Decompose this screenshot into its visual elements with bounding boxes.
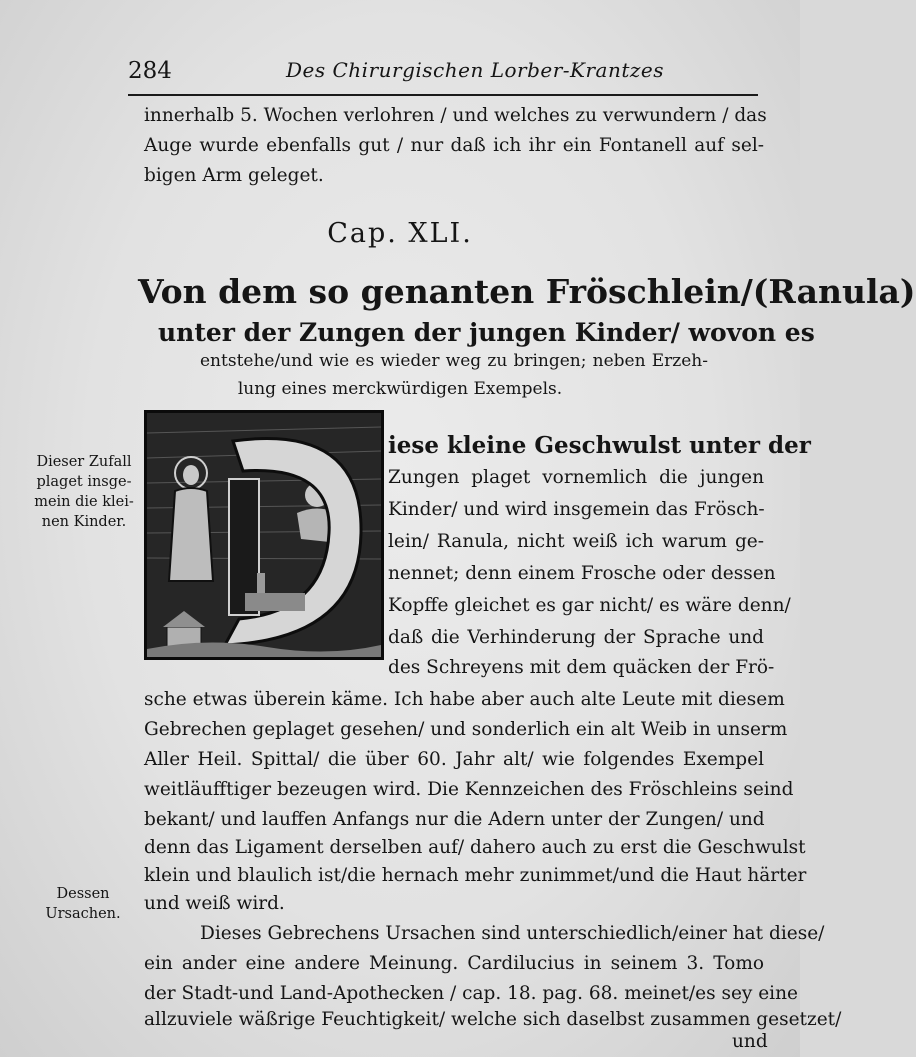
- paragraph-first-line-text: iese kleine Geschwulst unter der: [388, 432, 811, 459]
- paragraph-line: Aller Heil. Spittal/ die über 60. Jahr alt/ wie folgendes Exempel: [144, 749, 764, 770]
- woodcut-initial-d-icon: [144, 410, 384, 660]
- page-header: [128, 50, 758, 96]
- paragraph-line: denn das Ligament derselben auf/ dahero auch zu erst die Geschwulst: [144, 837, 806, 858]
- chapter-heading: Cap. XLI.: [327, 218, 473, 249]
- paragraph-line: Kopffe gleichet es gar nicht/ es wäre denn/: [388, 595, 791, 616]
- chapter-title-line: lung eines merckwürdigen Exempels.: [237, 379, 563, 399]
- paragraph-line: bekant/ und lauffen Anfangs nur die Adern unter der Zungen/ und: [144, 809, 765, 830]
- paragraph-line: ein ander eine andere Meinung. Cardilucius in seinem 3. Tomo: [144, 953, 764, 974]
- paragraph-line: Dieses Gebrechens Ursachen sind unterschiedlich/einer hat diese/: [200, 923, 825, 944]
- margin-note: [34, 452, 134, 532]
- margin-note-line: mein die klei-: [34, 494, 134, 510]
- paragraph-line: weitläufftiger bezeugen wird. Die Kennzeichen des Fröschleins seind: [144, 779, 794, 800]
- carryover-line: innerhalb 5. Wochen verlohren / und welches zu verwundern / das: [144, 105, 767, 126]
- margin-note: [38, 884, 128, 924]
- woodcut-illustration: [147, 413, 381, 657]
- paragraph-line: sche etwas überein käme. Ich habe aber auch alte Leute mit diesem: [144, 689, 785, 710]
- paragraph-first-line: [388, 430, 811, 462]
- margin-note-line: nen Kinder.: [41, 514, 127, 530]
- paragraph-line: nennet; denn einem Frosche oder dessen: [388, 563, 776, 584]
- chapter-title-line: Von dem so genanten Fröschlein/(Ranula): [138, 272, 916, 311]
- paragraph-line: des Schreyens mit dem quäcken der Frö-: [388, 657, 775, 678]
- paragraph-line: klein und blaulich ist/die hernach mehr zunimmet/und die Haut härter: [144, 865, 807, 886]
- margin-note-line: plaget insge-: [36, 474, 132, 490]
- paragraph-line: Zungen plaget vornemlich die jungen: [388, 467, 764, 488]
- running-title: Des Chirurgischen Lorber-Krantzes: [286, 58, 665, 82]
- paragraph-line: und weiß wird.: [144, 893, 285, 914]
- carryover-line: bigen Arm geleget.: [144, 165, 324, 186]
- paragraph-line: Gebrechen geplaget gesehen/ und sonderlich ein alt Weib in unserm: [144, 719, 788, 740]
- paragraph-line: Kinder/ und wird insgemein das Frösch-: [388, 499, 765, 520]
- margin-note-line: Dessen: [56, 886, 110, 902]
- paragraph-line: der Stadt-und Land-Apothecken / cap. 18. pag. 68. meinet/es sey eine: [144, 983, 798, 1004]
- paragraph-line: lein/ Ranula, nicht weiß ich warum ge-: [388, 531, 764, 552]
- margin-note-line: Dieser Zufall: [36, 454, 132, 470]
- catchword: und: [732, 1031, 768, 1052]
- chapter-title-line: entstehe/und wie es wieder weg zu bringen; neben Erzeh-: [200, 351, 708, 371]
- paragraph-line: allzuviele wäßrige Feuchtigkeit/ welche sich daselbst zusammen gesetzet/: [144, 1009, 842, 1030]
- margin-note-line: Ursachen.: [45, 906, 121, 922]
- carryover-line: Auge wurde ebenfalls gut / nur daß ich ihr ein Fontanell auf sel-: [144, 135, 764, 156]
- paragraph-line: daß die Verhinderung der Sprache und: [388, 627, 764, 648]
- chapter-title-line: unter der Zungen der jungen Kinder/ wovon es: [158, 318, 815, 347]
- page-number: 284: [128, 58, 172, 84]
